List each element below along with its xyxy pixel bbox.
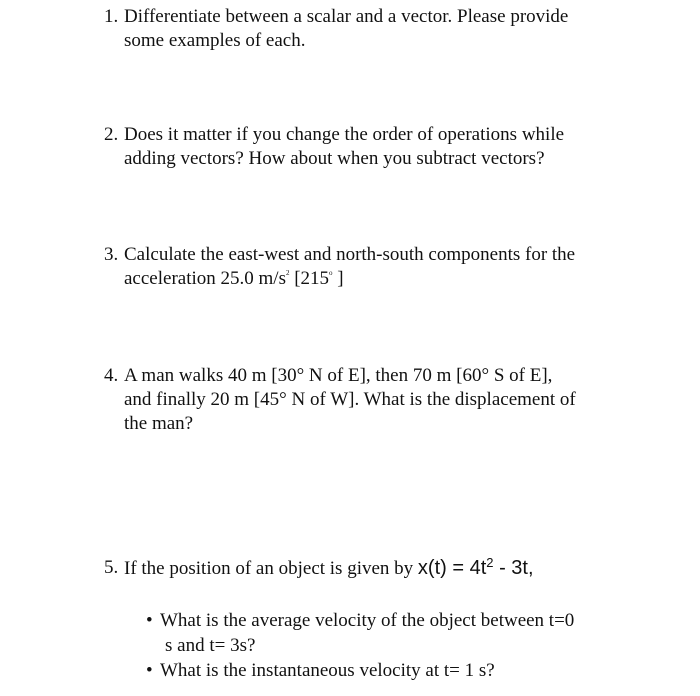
bullet-text-line: What is the instantaneous velocity at t= 1 s? <box>160 660 495 681</box>
question-text-line: A man walks 40 m [30° N of E], then 70 m [60° S of E], <box>124 365 553 386</box>
acceleration-text: acceleration 25.0 m/s <box>124 268 286 289</box>
degree-superscript: o <box>329 269 333 277</box>
formula-part: - 3t, <box>493 557 534 579</box>
question-text-line: Differentiate between a scalar and a vector. Please provide <box>124 6 569 27</box>
question-number: 1. <box>104 6 119 27</box>
bullet-marker: • <box>146 660 153 681</box>
bullet-item <box>146 658 666 683</box>
question-text-line: Does it matter if you change the order of operations while <box>124 124 565 145</box>
question-number: 4. <box>104 365 119 386</box>
question-text-line: Calculate the east-west and north-south components for the <box>124 244 576 265</box>
formula-part: x(t) = 4t <box>417 557 487 579</box>
question-text-line: and finally 20 m [45° N of W]. What is the displacement of <box>124 389 576 410</box>
question-4 <box>104 364 644 436</box>
question-number: 2. <box>104 124 119 145</box>
question-5 <box>104 556 644 581</box>
question-3 <box>104 243 644 291</box>
bullet-text-line: s and t= 3s? <box>165 635 256 656</box>
question-text-line: the man? <box>124 413 194 434</box>
question-2 <box>104 123 644 171</box>
formula-exponent: 2 <box>486 555 494 570</box>
bullet-item <box>146 608 666 658</box>
bullet-marker: • <box>146 610 153 631</box>
question-prefix-text: If the position of an object is given by <box>124 558 418 579</box>
position-formula <box>418 557 534 579</box>
question-number: 5. <box>104 557 119 578</box>
bracket-close-text: ] <box>332 268 344 289</box>
direction-bracket-text: [215 <box>289 268 330 289</box>
question-text-line <box>104 556 644 581</box>
bullet-text-line: What is the average velocity of the object between t=0 <box>160 610 575 631</box>
question-number: 3. <box>104 244 119 265</box>
question-1 <box>104 5 644 53</box>
question-5-bullet-list <box>146 608 666 683</box>
exponent-superscript: 2 <box>285 269 290 277</box>
question-text-line: some examples of each. <box>124 30 306 51</box>
question-text-line: adding vectors? How about when you subtract vectors? <box>124 148 545 169</box>
question-text-line <box>104 267 644 291</box>
